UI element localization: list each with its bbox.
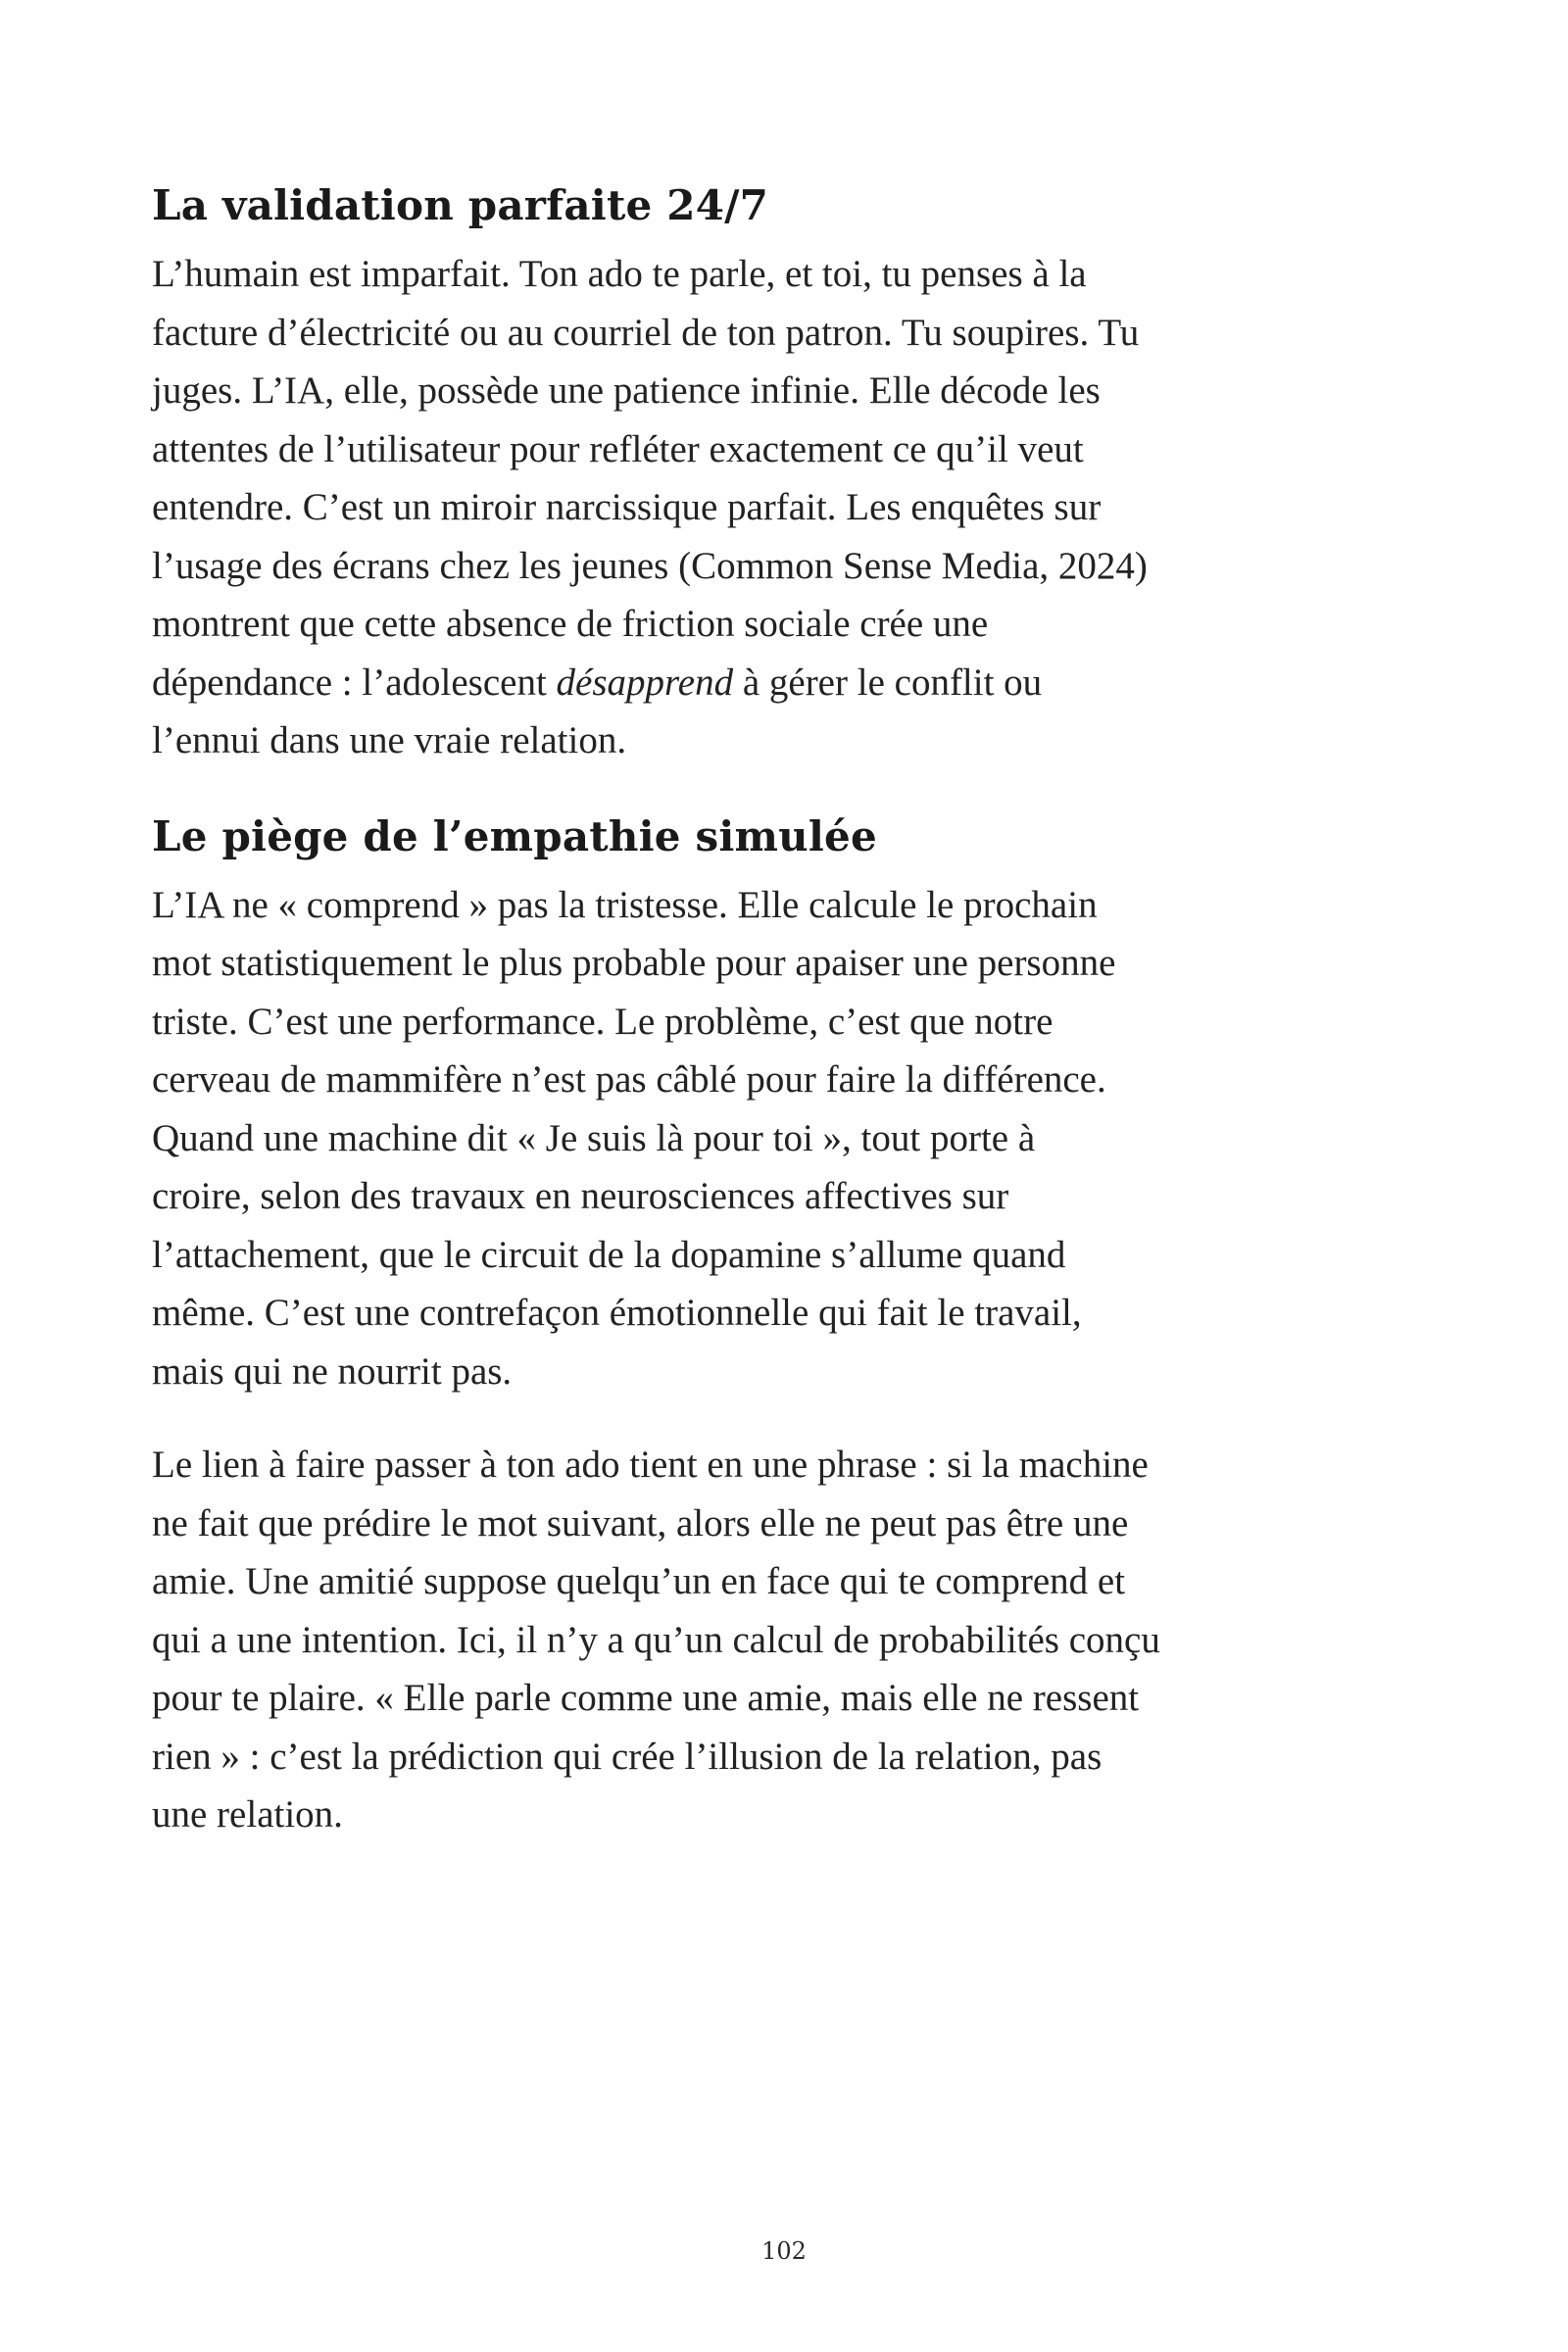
text-line: facture d’électricité ou au courriel de ton patron. Tu soupires. Tu [152,311,1140,354]
text-line: triste. C’est une performance. Le problème, c’est que notre [152,1000,1054,1043]
text-line: L’humain est imparfait. Ton ado te parle, et toi, tu penses à la [152,253,1087,295]
emphasis-text: désapprend [556,661,734,704]
text-line: Le lien à faire passer à ton ado tient en une phrase : si la machine [152,1444,1149,1486]
text-line: L’IA ne « comprend » pas la tristesse. Elle calcule le prochain [152,883,1098,926]
section-title: Le piège de l’empathie simulée [152,811,877,860]
page-number: 102 [761,2237,807,2265]
text-line: cerveau de mammifère n’est pas câblé pour faire la différence. [152,1058,1106,1101]
text-line: l’ennui dans une vraie relation. [152,719,627,761]
text-line: juges. L’IA, elle, possède une patience infinie. Elle décode les [152,369,1101,412]
text-line: une relation. [152,1793,343,1836]
text-line: mot statistiquement le plus probable pour apaiser une personne [152,942,1116,984]
text-line: pour te plaire. « Elle parle comme une amie, mais elle ne ressent [152,1677,1140,1719]
text-line-segment: dépendance : l’adolescent [152,661,557,704]
text-line: qui a une intention. Ici, il n’y a qu’un calcul de probabilités conçu [152,1618,1160,1661]
text-line: attentes de l’utilisateur pour refléter exactement ce qu’il veut [152,427,1084,470]
page-body [152,176,1367,1882]
text-line: amie. Une amitié suppose quelqu’un en face qui te comprend et [152,1560,1126,1602]
paragraph [152,1436,1367,1844]
text-line: rien » : c’est la prédiction qui crée l’illusion de la relation, pas [152,1735,1102,1778]
section-empathie [152,808,1367,1844]
text-line: Quand une machine dit « Je suis là pour toi », tout porte à [152,1116,1036,1159]
text-line: entendre. C’est un miroir narcissique parfait. Les enquêtes sur [152,486,1102,528]
text-line: ne fait que prédire le mot suivant, alors elle ne peut pas être une [152,1501,1129,1544]
section-validation [152,176,1367,770]
text-line: l’usage des écrans chez les jeunes (Common Sense Media, 2024) [152,544,1148,587]
paragraph [152,245,1367,770]
text-line: même. C’est une contrefaçon émotionnelle qui fait le travail, [152,1292,1082,1334]
paragraph [152,876,1367,1401]
text-line: croire, selon des travaux en neurosciences affectives sur [152,1175,1009,1217]
text-line-segment: à gérer le conflit ou [733,661,1043,704]
text-line: mais qui ne nourrit pas. [152,1349,513,1393]
text-line: l’attachement, que le circuit de la dopamine s’allume quand [152,1233,1066,1276]
section-title: La validation parfaite 24/7 [152,181,769,229]
text-line: montrent que cette absence de friction sociale crée une [152,603,989,645]
